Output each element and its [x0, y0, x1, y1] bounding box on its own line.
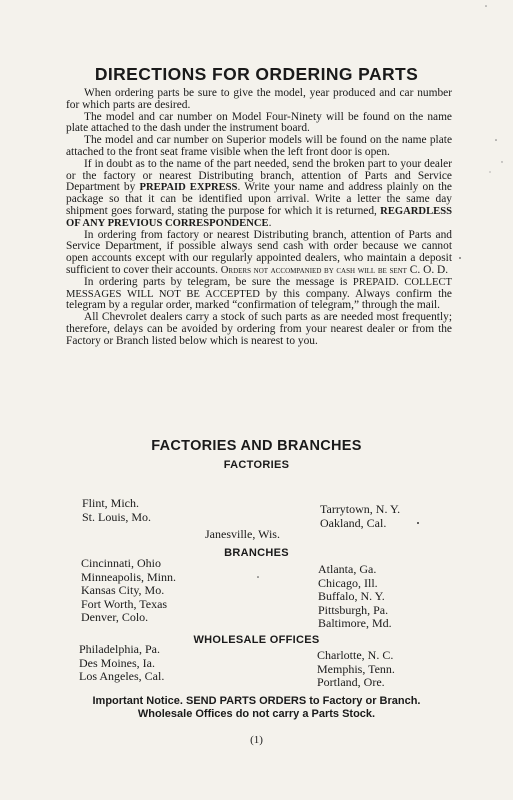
- branch-item: Minneapolis, Minn.: [81, 569, 176, 584]
- broken-part-text-3: .: [268, 216, 272, 229]
- factory-item: St. Louis, Mo.: [82, 509, 152, 524]
- factory-item: Oakland, Cal.: [320, 515, 387, 530]
- wholesale-item: Des Moines, Ia.: [79, 655, 155, 670]
- page-number: (1): [250, 734, 263, 746]
- branch-item: Pittsburgh, Pa.: [318, 602, 389, 617]
- wholesale-item: Philadelphia, Pa.: [79, 642, 160, 656]
- wholesale-heading: WHOLESALE OFFICES: [193, 634, 320, 646]
- branch-item: Cincinnati, Ohio: [81, 556, 161, 570]
- paragraph-telegram: [66, 277, 452, 312]
- branch-item: Denver, Colo.: [81, 610, 149, 625]
- prepaid-text: PREPAID: [352, 276, 397, 288]
- directions-body: [66, 88, 452, 348]
- factories-heading: FACTORIES: [223, 459, 290, 471]
- broken-part-text-2: . Write your name and address plainly on the package so that it can be identified upon arrival. Write a letter the same day shipment goes forward, stating the purpose for which it is returned,: [66, 181, 452, 217]
- telegram-text-2: .: [396, 275, 405, 288]
- factory-center: [205, 528, 280, 542]
- speck-mark: [501, 161, 502, 162]
- paragraph-superior: The model and car number on Superior models will be found on the name plate attached to the front seat frame visible when the left front door is open.: [66, 134, 452, 158]
- important-notice: [0, 695, 513, 721]
- wholesale-item: Los Angeles, Cal.: [79, 669, 165, 684]
- paragraph-broken-part: [66, 159, 452, 230]
- page-title: DIRECTIONS FOR ORDERING PARTS: [94, 64, 419, 84]
- wholesale-item: Portland, Ore.: [317, 675, 385, 690]
- paragraph-dealers: All Chevrolet dealers carry a stock of such parts as are needed most frequently; therefore, delays can be avoided by ordering from your nearest dealer or from the Factory or Branch listed below which is nearest to you.: [66, 311, 452, 347]
- cash-orders-text-1: In ordering from factory or nearest Distributing branch, attention of Parts and Service Department, if possible always send cash with order because we cannot open accounts except with our regularly appointed dealers, who maintain a deposit sufficient to cover their accounts.: [66, 228, 452, 276]
- paragraph-model-info: When ordering parts be sure to give the model, year produced and car number for which parts are desired.: [66, 87, 452, 111]
- collect-messages-text: COLLECT MESSAGES WILL NOT BE ACCEPTED: [66, 276, 453, 300]
- speck-mark: [459, 257, 461, 259]
- broken-part-text-1: If in doubt as to the name of the part needed, send the broken part to your dealer or the factory or nearest Distributing branch, attention of Parts and Service Department by: [66, 157, 452, 194]
- speck-mark: [485, 5, 487, 7]
- speck-mark: [495, 139, 497, 141]
- factories-right-list: [320, 503, 400, 530]
- factories-branches-heading: FACTORIES AND BRANCHES: [151, 438, 362, 454]
- wholesale-right-list: [317, 649, 395, 690]
- wholesale-left-list: [79, 643, 164, 684]
- paragraph-four-ninety: The model and car number on Model Four-Ninety will be found on the name plate attached to the dash under the instrument board.: [66, 110, 452, 135]
- cod-text: C. O. D.: [406, 263, 449, 276]
- factory-item: Flint, Mich.: [82, 496, 140, 510]
- branch-item: Buffalo, N. Y.: [318, 589, 385, 604]
- branch-item: Chicago, Ill.: [318, 575, 378, 590]
- branches-left-list: [81, 557, 176, 625]
- cod-warning-text: Orders not accompanied by cash will be sent: [220, 264, 407, 276]
- notice-line-1: Important Notice. SEND PARTS ORDERS to Factory or Branch.: [92, 695, 421, 707]
- branch-item: Fort Worth, Texas: [81, 596, 168, 611]
- regardless-text: REGARDLESS OF ANY PREVIOUS CORRESPONDENCE: [66, 205, 452, 229]
- notice-line-2: Wholesale Offices do not carry a Parts Stock.: [137, 708, 376, 720]
- telegram-text-1: In ordering parts by telegram, be sure the message is: [84, 275, 353, 288]
- branch-item: Kansas City, Mo.: [81, 583, 165, 598]
- branch-item: Atlanta, Ga.: [318, 562, 377, 576]
- factory-item: Tarrytown, N. Y.: [320, 502, 401, 516]
- factory-item: Janesville, Wis.: [205, 527, 280, 541]
- branches-heading: BRANCHES: [224, 547, 289, 559]
- branch-item: Baltimore, Md.: [318, 616, 392, 631]
- speck-mark: [257, 576, 259, 578]
- prepaid-express-text: PREPAID EXPRESS: [139, 182, 238, 194]
- speck-mark: [489, 171, 490, 172]
- speck-mark: [417, 522, 419, 524]
- wholesale-item: Charlotte, N. C.: [317, 648, 394, 662]
- wholesale-item: Memphis, Tenn.: [317, 661, 395, 676]
- branches-right-list: [318, 563, 392, 631]
- telegram-text-3: by this company. Always confirm the telegram by a regular order, marked “confirmation of telegram,” through the mail.: [66, 287, 452, 312]
- paragraph-cash-orders: [66, 230, 452, 277]
- factories-left-list: [82, 497, 151, 524]
